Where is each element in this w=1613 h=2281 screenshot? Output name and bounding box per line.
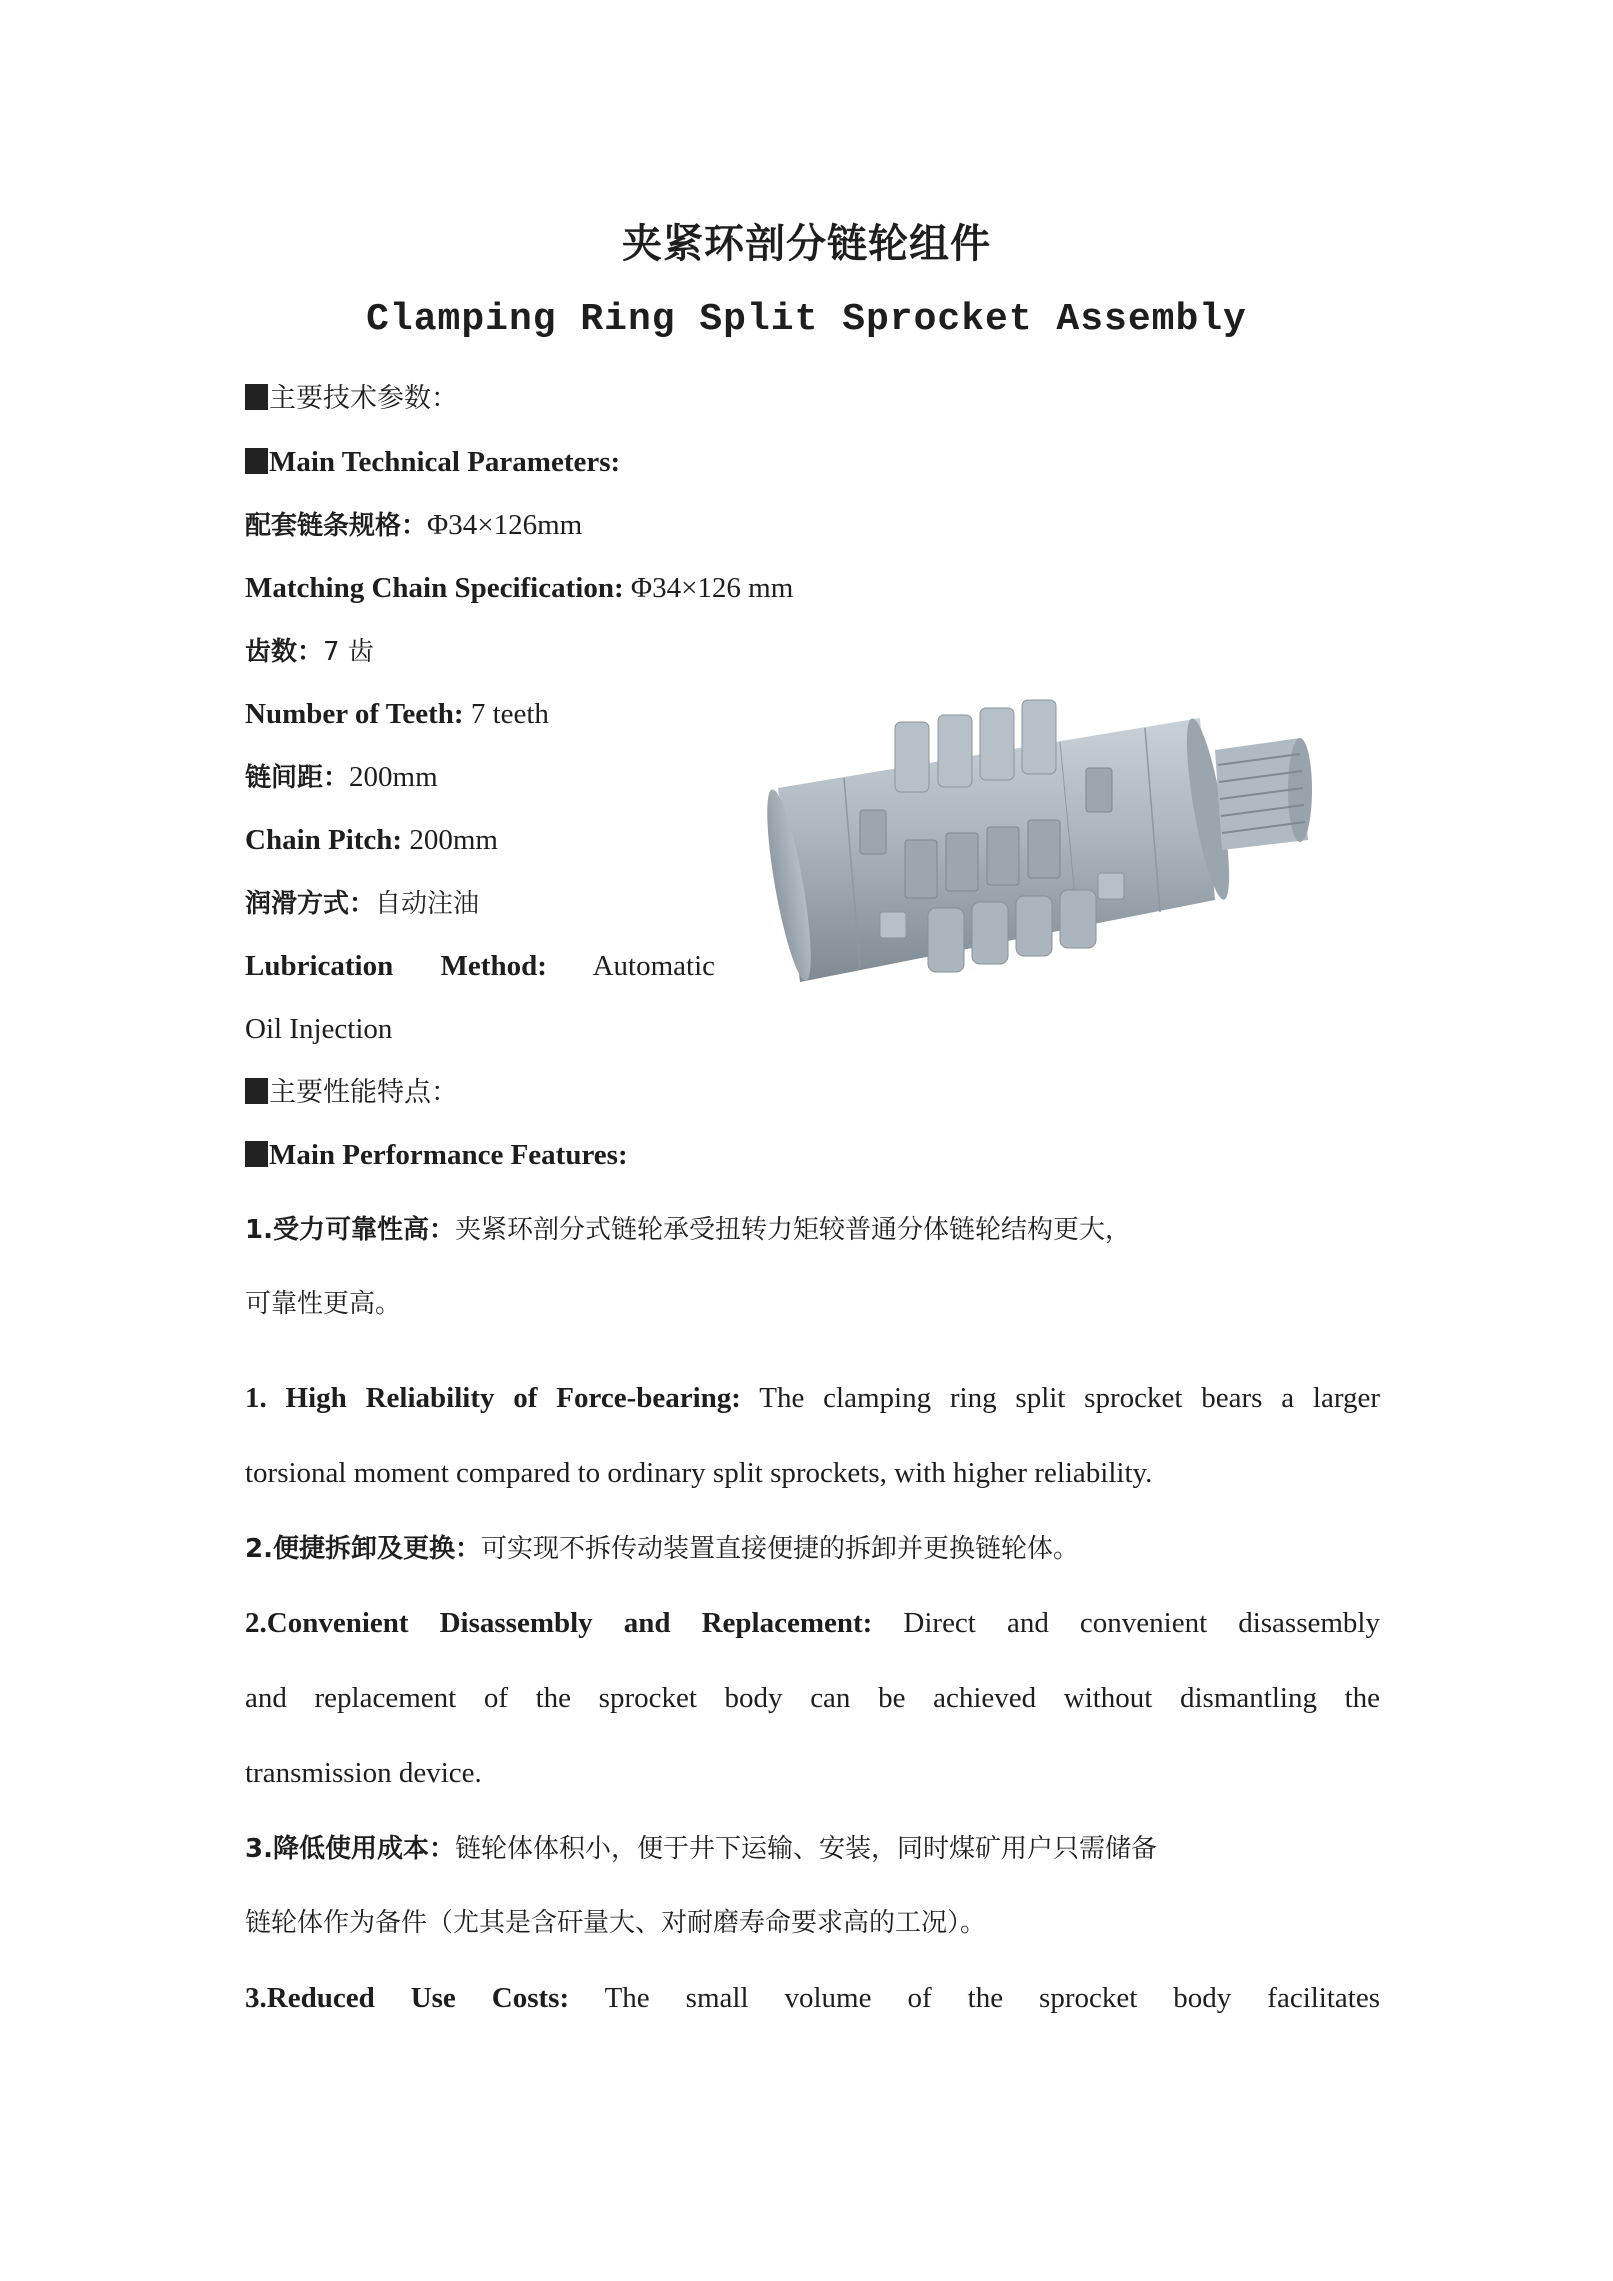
param-label: Matching Chain Specification: (245, 572, 624, 604)
feature2-en-line3: transmission device. (245, 1757, 482, 1789)
feature-label: 1. High Reliability of Force-bearing: (245, 1382, 741, 1414)
param-lub-cn (245, 883, 479, 924)
feature1-cn-line2: 可靠性更高。 (245, 1289, 402, 1319)
param-label: Method: (440, 950, 547, 982)
feature-label: 2.Convenient Disassembly and Replacement: (245, 1607, 873, 1639)
heading-text: Main Performance Features: (269, 1139, 628, 1171)
section2-heading-cn (245, 1072, 458, 1113)
param-pitch-cn (245, 757, 438, 798)
param-teeth-cn (245, 631, 374, 672)
section2-heading-en (245, 1135, 628, 1175)
param-pitch-en (245, 820, 498, 860)
feature-label: 1.受力可靠性高： (245, 1215, 455, 1245)
feature-label: 3.降低使用成本： (245, 1834, 455, 1864)
splined-shaft (1215, 738, 1312, 850)
bullet-square-icon (245, 448, 268, 474)
param-label: Chain Pitch: (245, 824, 403, 856)
param-label: 配套链条规格： (245, 511, 428, 541)
feature-text: 夹紧环剖分式链轮承受扭转力矩较普通分体链轮结构更大， (454, 1215, 1131, 1245)
param-label: 链间距： (245, 763, 350, 793)
feature3-en-line1 (245, 1978, 1380, 2018)
title-en: Clamping Ring Split Sprocket Assembly (366, 298, 1247, 341)
heading-text: 主要技术参数： (269, 383, 458, 414)
param-teeth-en (245, 694, 549, 734)
feature-text: Direct and convenient disassembly (872, 1607, 1380, 1639)
feature2-en-line2: and replacement of the sprocket body can be achieved without dismantling the (245, 1682, 1380, 1714)
feature-text: 链轮体体积小，便于井下运输、安装，同时煤矿用户只需储备 (454, 1834, 1157, 1864)
param-value: Oil Injection (245, 1013, 393, 1045)
param-label: 齿数： (245, 637, 324, 667)
param-value: 自动注油 (375, 889, 480, 919)
param-value: Φ34×126mm (427, 509, 583, 541)
param-value: 200mm (402, 824, 498, 856)
param-label: Number of Teeth: (245, 698, 464, 730)
feature-label: 3.Reduced Use Costs: (245, 1982, 570, 2014)
feature2-cn (245, 1528, 1079, 1569)
heading-text: 主要性能特点： (269, 1077, 458, 1108)
param-value: 200mm (349, 761, 438, 793)
section1-heading-en (245, 442, 620, 482)
feature3-cn-line2: 链轮体作为备件（尤其是含矸量大、对耐磨寿命要求高的工况）。 (245, 1908, 987, 1938)
section1-heading-cn (245, 378, 458, 419)
param-value: Automatic (592, 950, 715, 982)
param-label: 润滑方式： (245, 889, 376, 919)
param-lub-en-line1 (245, 946, 715, 986)
feature-text: The small volume of the sprocket body facilitates (569, 1982, 1381, 2014)
bullet-square-icon (245, 1141, 268, 1167)
feature-text: 可实现不拆传动装置直接便捷的拆卸并更换链轮体。 (480, 1534, 1079, 1564)
feature-label: 2.便捷拆卸及更换： (245, 1534, 481, 1564)
feature1-cn-line1 (245, 1209, 1131, 1250)
title-cn: 夹紧环剖分链轮组件 (622, 221, 991, 267)
param-value: 7 齿 (323, 637, 374, 667)
bullet-square-icon (245, 384, 268, 410)
param-value: Φ34×126 mm (623, 572, 794, 604)
feature3-cn-line1 (245, 1828, 1157, 1869)
param-chain-spec-cn (245, 505, 582, 546)
feature1-en-line1 (245, 1378, 1380, 1418)
feature2-en-line1 (245, 1603, 1380, 1643)
param-chain-spec-en (245, 568, 793, 608)
heading-text: Main Technical Parameters: (269, 446, 621, 478)
param-lub-en-line2 (245, 1009, 392, 1049)
feature-text: The clamping ring split sprocket bears a larger (740, 1382, 1380, 1414)
param-value: 7 teeth (463, 698, 549, 730)
param-label: Lubrication (245, 950, 394, 982)
bullet-square-icon (245, 1078, 268, 1104)
feature1-en-line2: torsional moment compared to ordinary split sprockets, with higher reliability. (245, 1457, 1153, 1489)
sprocket-assembly-image (760, 690, 1320, 990)
